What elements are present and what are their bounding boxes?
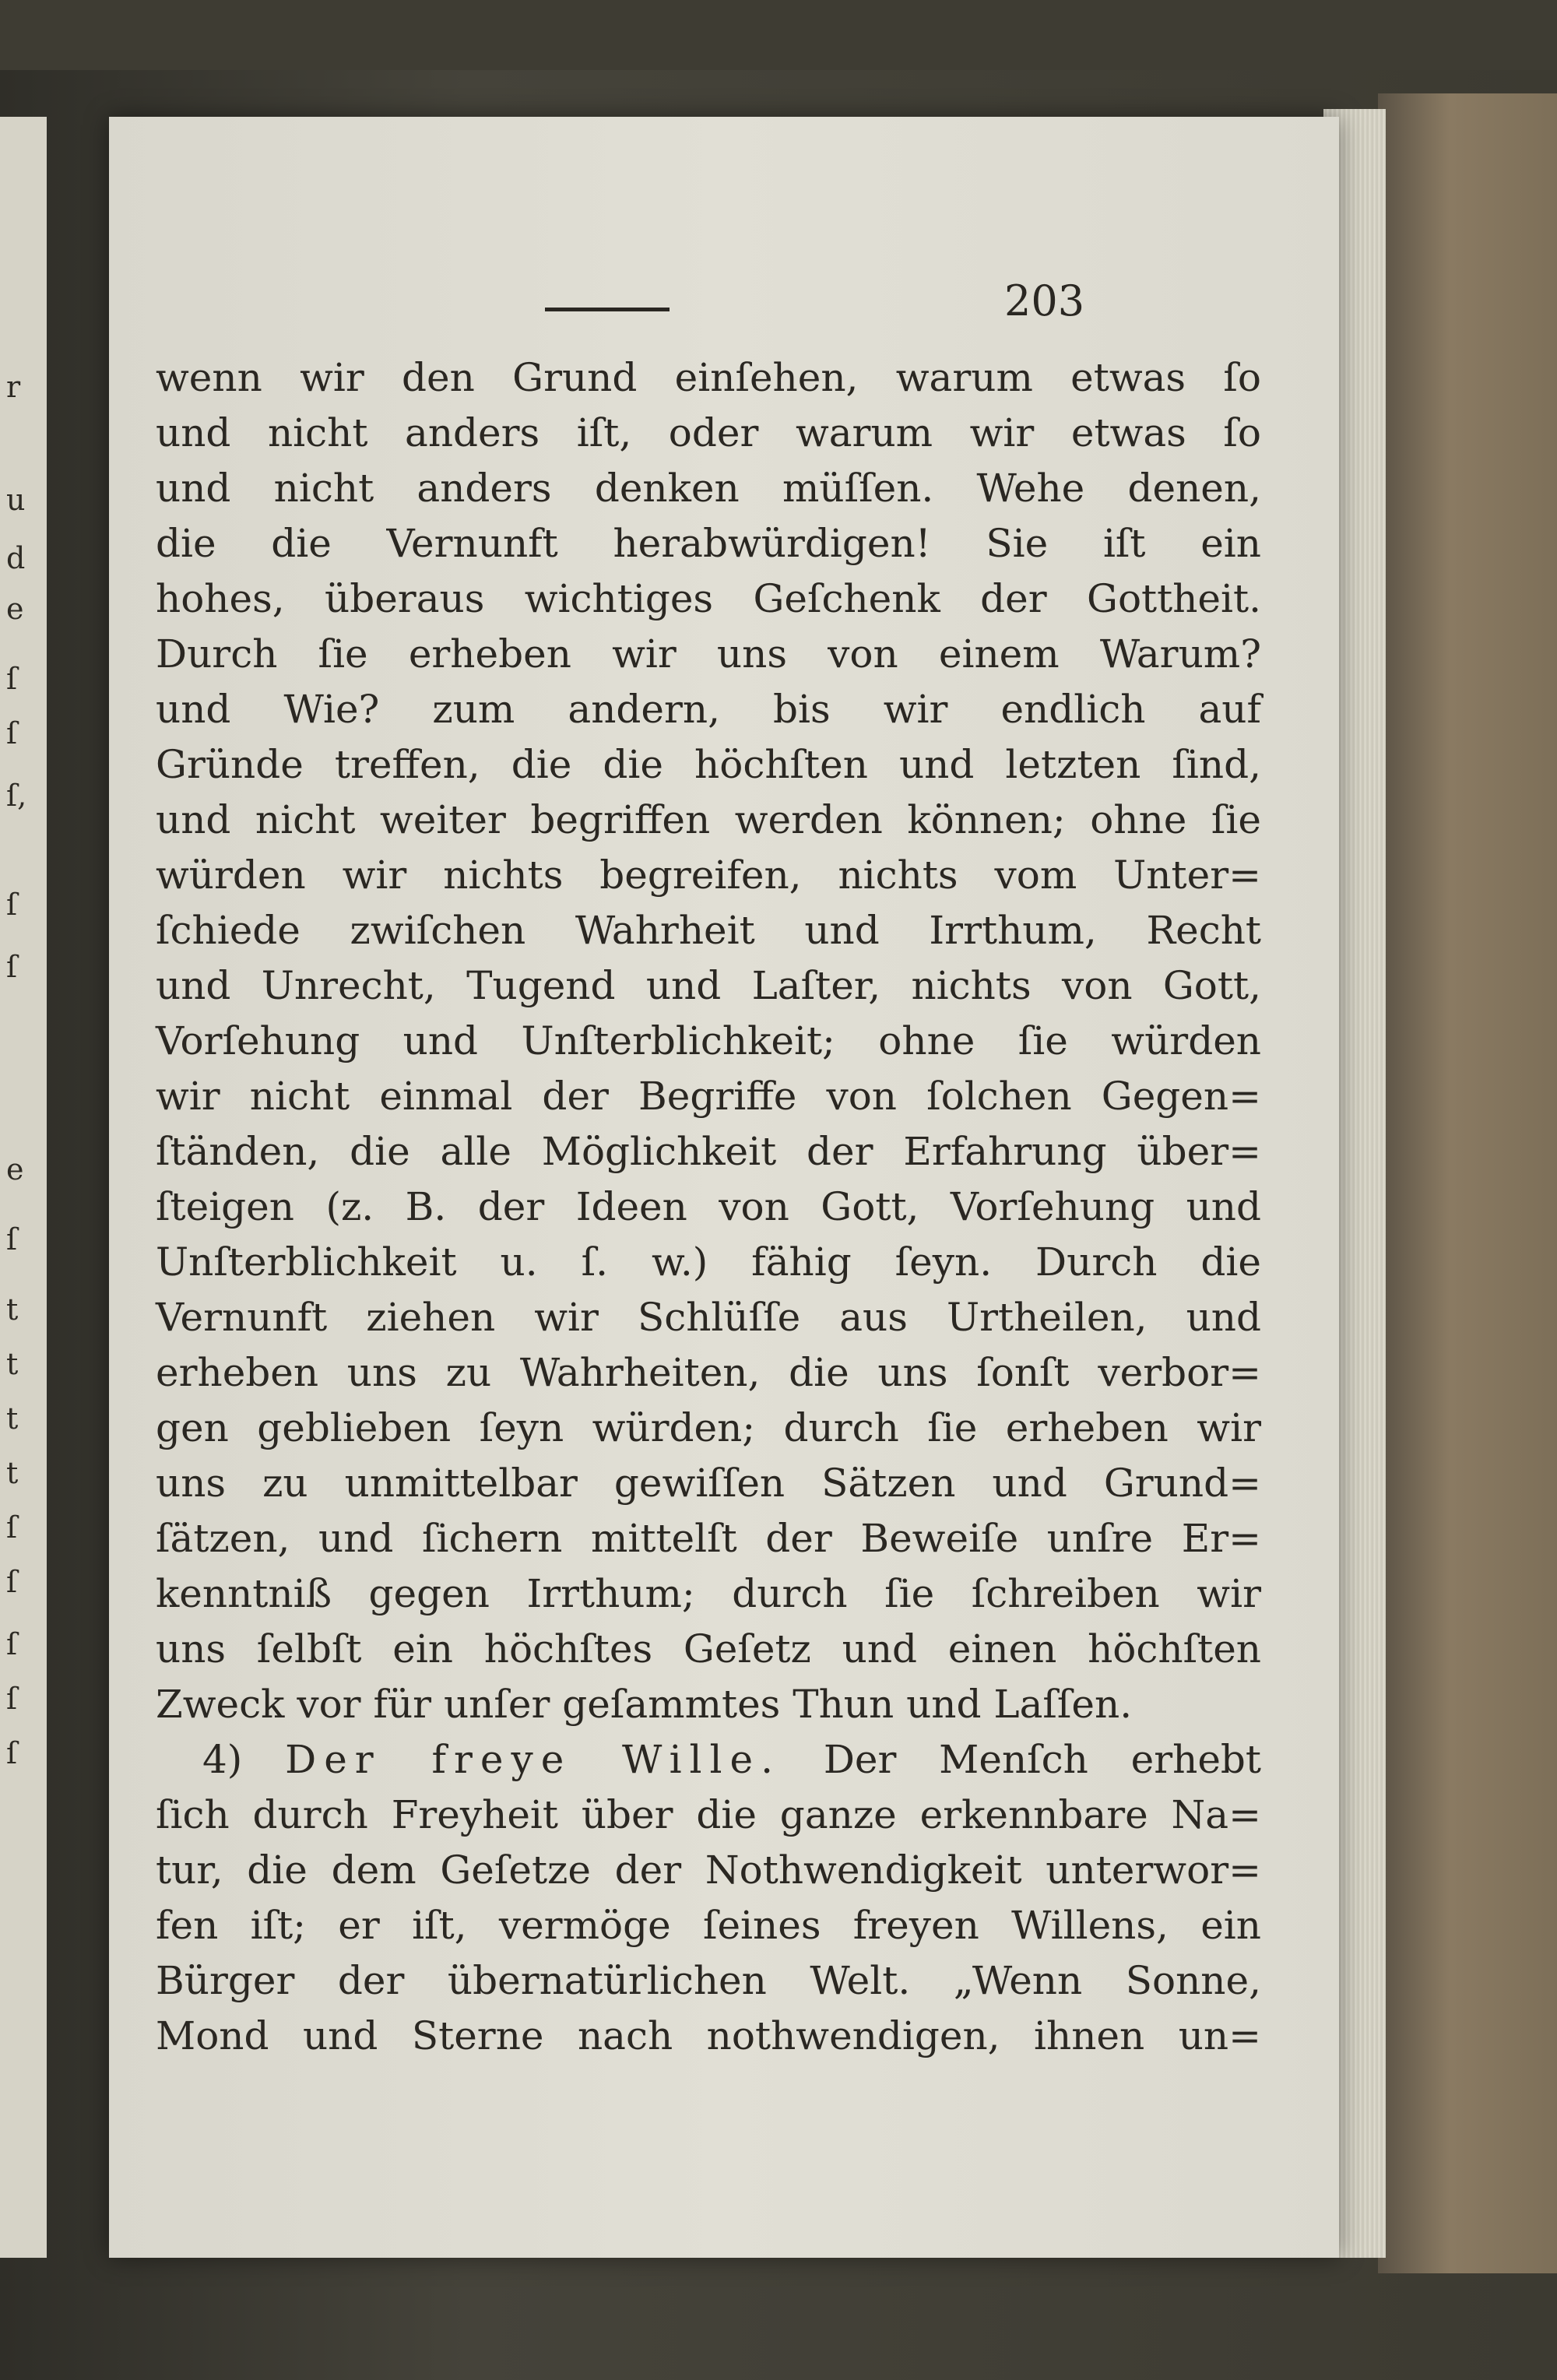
text-line: Vorſehung und Unſterblichkeit; ohne ſie würden (156, 1018, 1261, 1063)
facing-page-glyph: ſ (6, 1627, 18, 1661)
text-line: und nicht weiter begriffen werden können; ohne ſie (156, 797, 1261, 842)
text-line: wenn wir den Grund einſehen, warum etwas ſo (156, 355, 1261, 400)
text-line: gen geblieben ſeyn würden; durch ſie erheben wir (156, 1405, 1261, 1450)
text-line: Gründe treffen, die die höchſten und letzten ſind, (156, 742, 1261, 787)
text-line: Bürger der übernatürlichen Welt. „Wenn Sonne, (156, 1958, 1261, 2003)
text-line: tur, die dem Geſetze der Nothwendigkeit unterwor= (156, 1847, 1261, 1893)
page-number: 203 (1004, 276, 1085, 325)
book-board (1378, 93, 1557, 2273)
text-line: Durch ſie erheben wir uns von einem Warum? (156, 631, 1261, 677)
text-line: und nicht anders denken müſſen. Wehe denen, (156, 466, 1261, 511)
text-line: ſchiede zwiſchen Wahrheit und Irrthum, Recht (156, 908, 1261, 953)
facing-page-glyph: u (6, 483, 26, 517)
text-line: kenntniß gegen Irrthum; durch ſie ſchreiben wir (156, 1571, 1261, 1616)
text-line: erheben uns zu Wahrheiten, die uns ſonſt verbor= (156, 1350, 1261, 1395)
text-line: die die Vernunft herabwürdigen! Sie iſt ein (156, 521, 1261, 566)
facing-page-glyph: d (6, 541, 26, 575)
facing-page-glyph: e (6, 1152, 24, 1186)
facing-page-glyph: t (6, 1401, 19, 1436)
facing-page-glyph: ſ (6, 1222, 18, 1257)
section-first-line-rest: Der Menſch erhebt (823, 1737, 1262, 1782)
text-line: und nicht anders iſt, oder warum wir etwas ſo (156, 410, 1261, 455)
section-heading: Der freye Wille. (285, 1737, 782, 1782)
text-line: Vernunft ziehen wir Schlüſſe aus Urtheilen, und (156, 1295, 1261, 1340)
text-line: Mond und Sterne nach nothwendigen, ihnen un= (156, 2013, 1261, 2058)
facing-page-glyph: r (6, 370, 21, 404)
facing-page-glyph: ſ (6, 1510, 18, 1545)
text-line: Zweck vor für unſer geſammtes Thun und Laſſen. (156, 1682, 1133, 1727)
facing-page-glyph: ſ (6, 1682, 18, 1716)
text-line: und Unrecht, Tugend und Laſter, nichts von Gott, (156, 963, 1261, 1008)
header-rule (545, 308, 670, 311)
text-line: Unſterblichkeit u. ſ. w.) fähig ſeyn. Durch die (156, 1239, 1261, 1285)
facing-page-glyph: ſ (6, 888, 18, 922)
facing-page-glyph: ſ, (6, 779, 27, 813)
section-heading-line (156, 1732, 1261, 1788)
book-page (109, 117, 1339, 2258)
text-line: und Wie? zum andern, bis wir endlich auf (156, 687, 1261, 732)
text-line: ſich durch Freyheit über die ganze erkennbare Na= (156, 1792, 1261, 1837)
text-line: ſteigen (z. B. der Ideen von Gott, Vorſehung und (156, 1184, 1261, 1229)
facing-page-glyph: ſ (6, 1736, 18, 1770)
section-number: 4) (202, 1737, 243, 1782)
text-line: ſätzen, und ſichern mittelſt der Beweiſe unſre Er= (156, 1516, 1261, 1561)
text-line: ſtänden, die alle Möglichkeit der Erfahrung über= (156, 1129, 1261, 1174)
facing-page-glyph: ſ (6, 1565, 18, 1599)
text-line: wir nicht einmal der Begriffe von ſolchen Gegen= (156, 1074, 1261, 1119)
facing-page-glyph: t (6, 1347, 19, 1381)
page-body (156, 350, 1261, 2064)
facing-page-glyph: ſ (6, 950, 18, 984)
facing-page-edge (0, 117, 47, 2258)
facing-page-glyph: t (6, 1292, 19, 1327)
text-line: uns zu unmittelbar gewiſſen Sätzen und Grund= (156, 1461, 1261, 1506)
text-line: fen iſt; er iſt, vermöge ſeines freyen Willens, ein (156, 1903, 1261, 1948)
text-line: uns ſelbſt ein höchſtes Geſetz und einen höchſten (156, 1626, 1261, 1672)
facing-page-glyph: e (6, 592, 24, 626)
facing-page-glyph: ſ (6, 662, 18, 696)
facing-page-glyph: ſ (6, 716, 18, 751)
text-line: würden wir nichts begreifen, nichts vom Unter= (156, 853, 1261, 898)
text-line: hohes, überaus wichtiges Geſchenk der Gottheit. (156, 576, 1261, 621)
facing-page-glyph: t (6, 1456, 19, 1490)
